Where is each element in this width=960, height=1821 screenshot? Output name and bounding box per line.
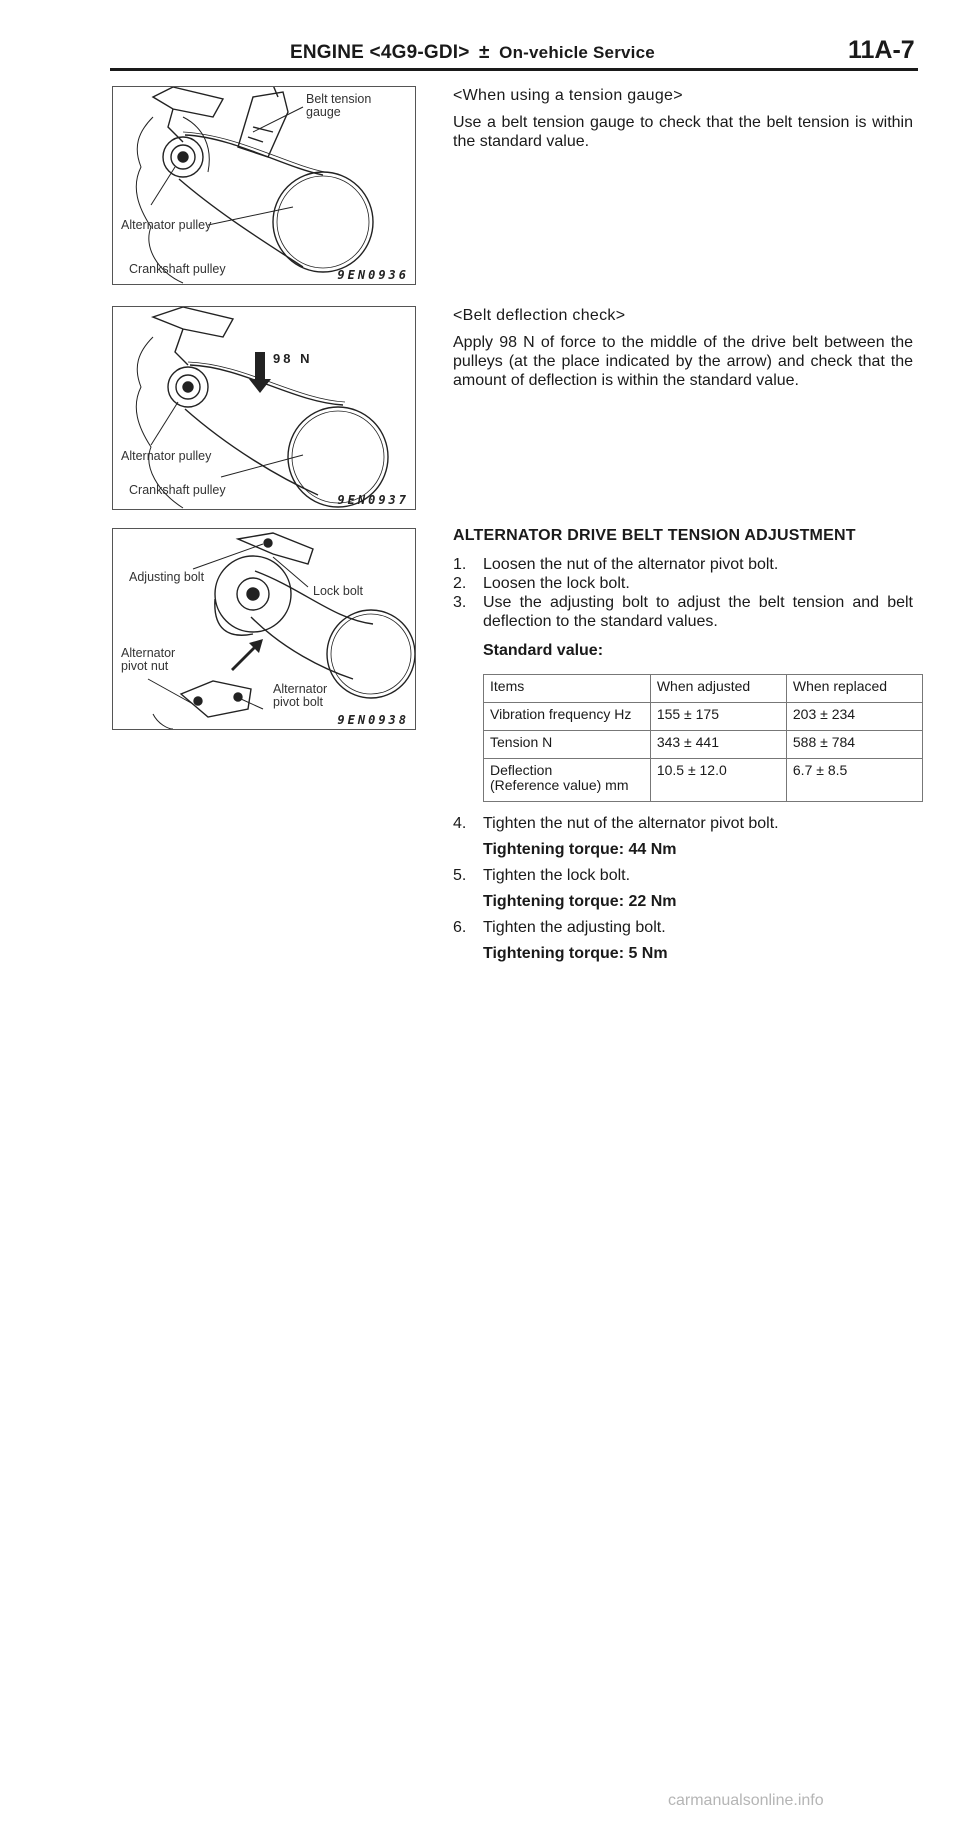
table-header-cell: Items (484, 675, 651, 703)
step-text: Loosen the nut of the alternator pivot bolt. (483, 556, 779, 573)
step-number: 6. (453, 919, 467, 936)
tighten-steps (453, 814, 913, 963)
tension-gauge-text: Use a belt tension gauge to check that the belt tension is within the standard value. (453, 114, 913, 150)
figure-belt-deflection-drawing (113, 307, 415, 509)
header-separator: ± (479, 42, 490, 63)
figure-label-lock-bolt: Lock bolt (313, 584, 364, 598)
step-item (453, 593, 913, 631)
figure-force-label: 98 N (273, 351, 313, 366)
deflection-check-heading: <Belt deflection check> (453, 307, 626, 324)
step-text: Tighten the nut of the alternator pivot bolt. (483, 815, 779, 832)
adjustment-heading: ALTERNATOR DRIVE BELT TENSION ADJUSTMENT (453, 527, 856, 544)
adjustment-section (453, 526, 913, 963)
tension-gauge-section (453, 86, 913, 151)
figure-label-pivot-bolt: Alternator pivot bolt (273, 682, 328, 709)
header-title: ENGINE <4G9-GDI> (290, 42, 470, 63)
figure-code: 9EN0938 (337, 713, 409, 727)
step-item (453, 555, 913, 574)
step-item (453, 866, 913, 885)
figure-label-tension-gauge: Belt tension gauge (306, 92, 372, 119)
section-number: 11A-7 (848, 36, 915, 64)
table-header-row (484, 675, 923, 703)
step-text: Tighten the adjusting bolt. (483, 919, 666, 936)
standard-value-table (483, 674, 923, 802)
figure-code: 9EN0936 (337, 268, 409, 282)
figure-belt-adjustment (112, 528, 416, 730)
step-text: Loosen the lock bolt. (483, 575, 630, 592)
table-row (484, 703, 923, 731)
table-cell: 588 ± 784 (786, 731, 922, 759)
table-header-cell: When adjusted (650, 675, 786, 703)
table-cell: Vibration frequency Hz (484, 703, 651, 731)
step-item (453, 814, 913, 833)
table-cell: Tension N (484, 731, 651, 759)
step-number: 3. (453, 594, 467, 611)
table-cell: 10.5 ± 12.0 (650, 759, 786, 802)
watermark: carmanualsonline.info (668, 1792, 824, 1809)
table-cell: Deflection (Reference value) mm (484, 759, 651, 802)
step-text: Use the adjusting bolt to adjust the belt tension and belt deflection to the standard values. (483, 594, 913, 630)
table-cell: 155 ± 175 (650, 703, 786, 731)
table-row (484, 759, 923, 802)
step-number: 2. (453, 575, 467, 592)
table-cell: 6.7 ± 8.5 (786, 759, 922, 802)
header-subtitle: On-vehicle Service (499, 43, 655, 62)
figure-code: 9EN0937 (337, 493, 409, 507)
figure-belt-deflection (112, 306, 416, 510)
step-number: 4. (453, 815, 467, 832)
table-header-cell: When replaced (786, 675, 922, 703)
figure-tension-gauge (112, 86, 416, 285)
tightening-torque: Tightening torque: 5 Nm (483, 945, 668, 962)
step-item (453, 918, 913, 937)
step-item (453, 574, 913, 593)
page-header-title (290, 42, 655, 64)
figure-belt-adjustment-drawing (113, 529, 415, 729)
step-number: 5. (453, 867, 467, 884)
table-cell: 343 ± 441 (650, 731, 786, 759)
deflection-check-text: Apply 98 N of force to the middle of the drive belt between the pulleys (at the place indicated by the arrow) and check that the amount of deflection is within the standard value. (453, 334, 913, 389)
figure-label-alternator-pulley: Alternator pulley (121, 218, 212, 232)
figure-label-pivot-nut: Alternator pivot nut (121, 646, 176, 673)
table-row (484, 731, 923, 759)
table-cell: 203 ± 234 (786, 703, 922, 731)
header-rule (110, 68, 918, 71)
tension-gauge-heading: <When using a tension gauge> (453, 87, 683, 104)
figure-label-adjusting-bolt: Adjusting bolt (129, 570, 205, 584)
standard-value-label: Standard value: (483, 642, 604, 659)
step-number: 1. (453, 556, 467, 573)
figure-label-crankshaft-pulley: Crankshaft pulley (129, 483, 226, 497)
figure-label-alternator-pulley: Alternator pulley (121, 449, 212, 463)
tightening-torque: Tightening torque: 44 Nm (483, 841, 677, 858)
deflection-check-section (453, 306, 913, 390)
figure-label-crankshaft-pulley: Crankshaft pulley (129, 262, 226, 276)
tightening-torque: Tightening torque: 22 Nm (483, 893, 677, 910)
step-text: Tighten the lock bolt. (483, 867, 631, 884)
